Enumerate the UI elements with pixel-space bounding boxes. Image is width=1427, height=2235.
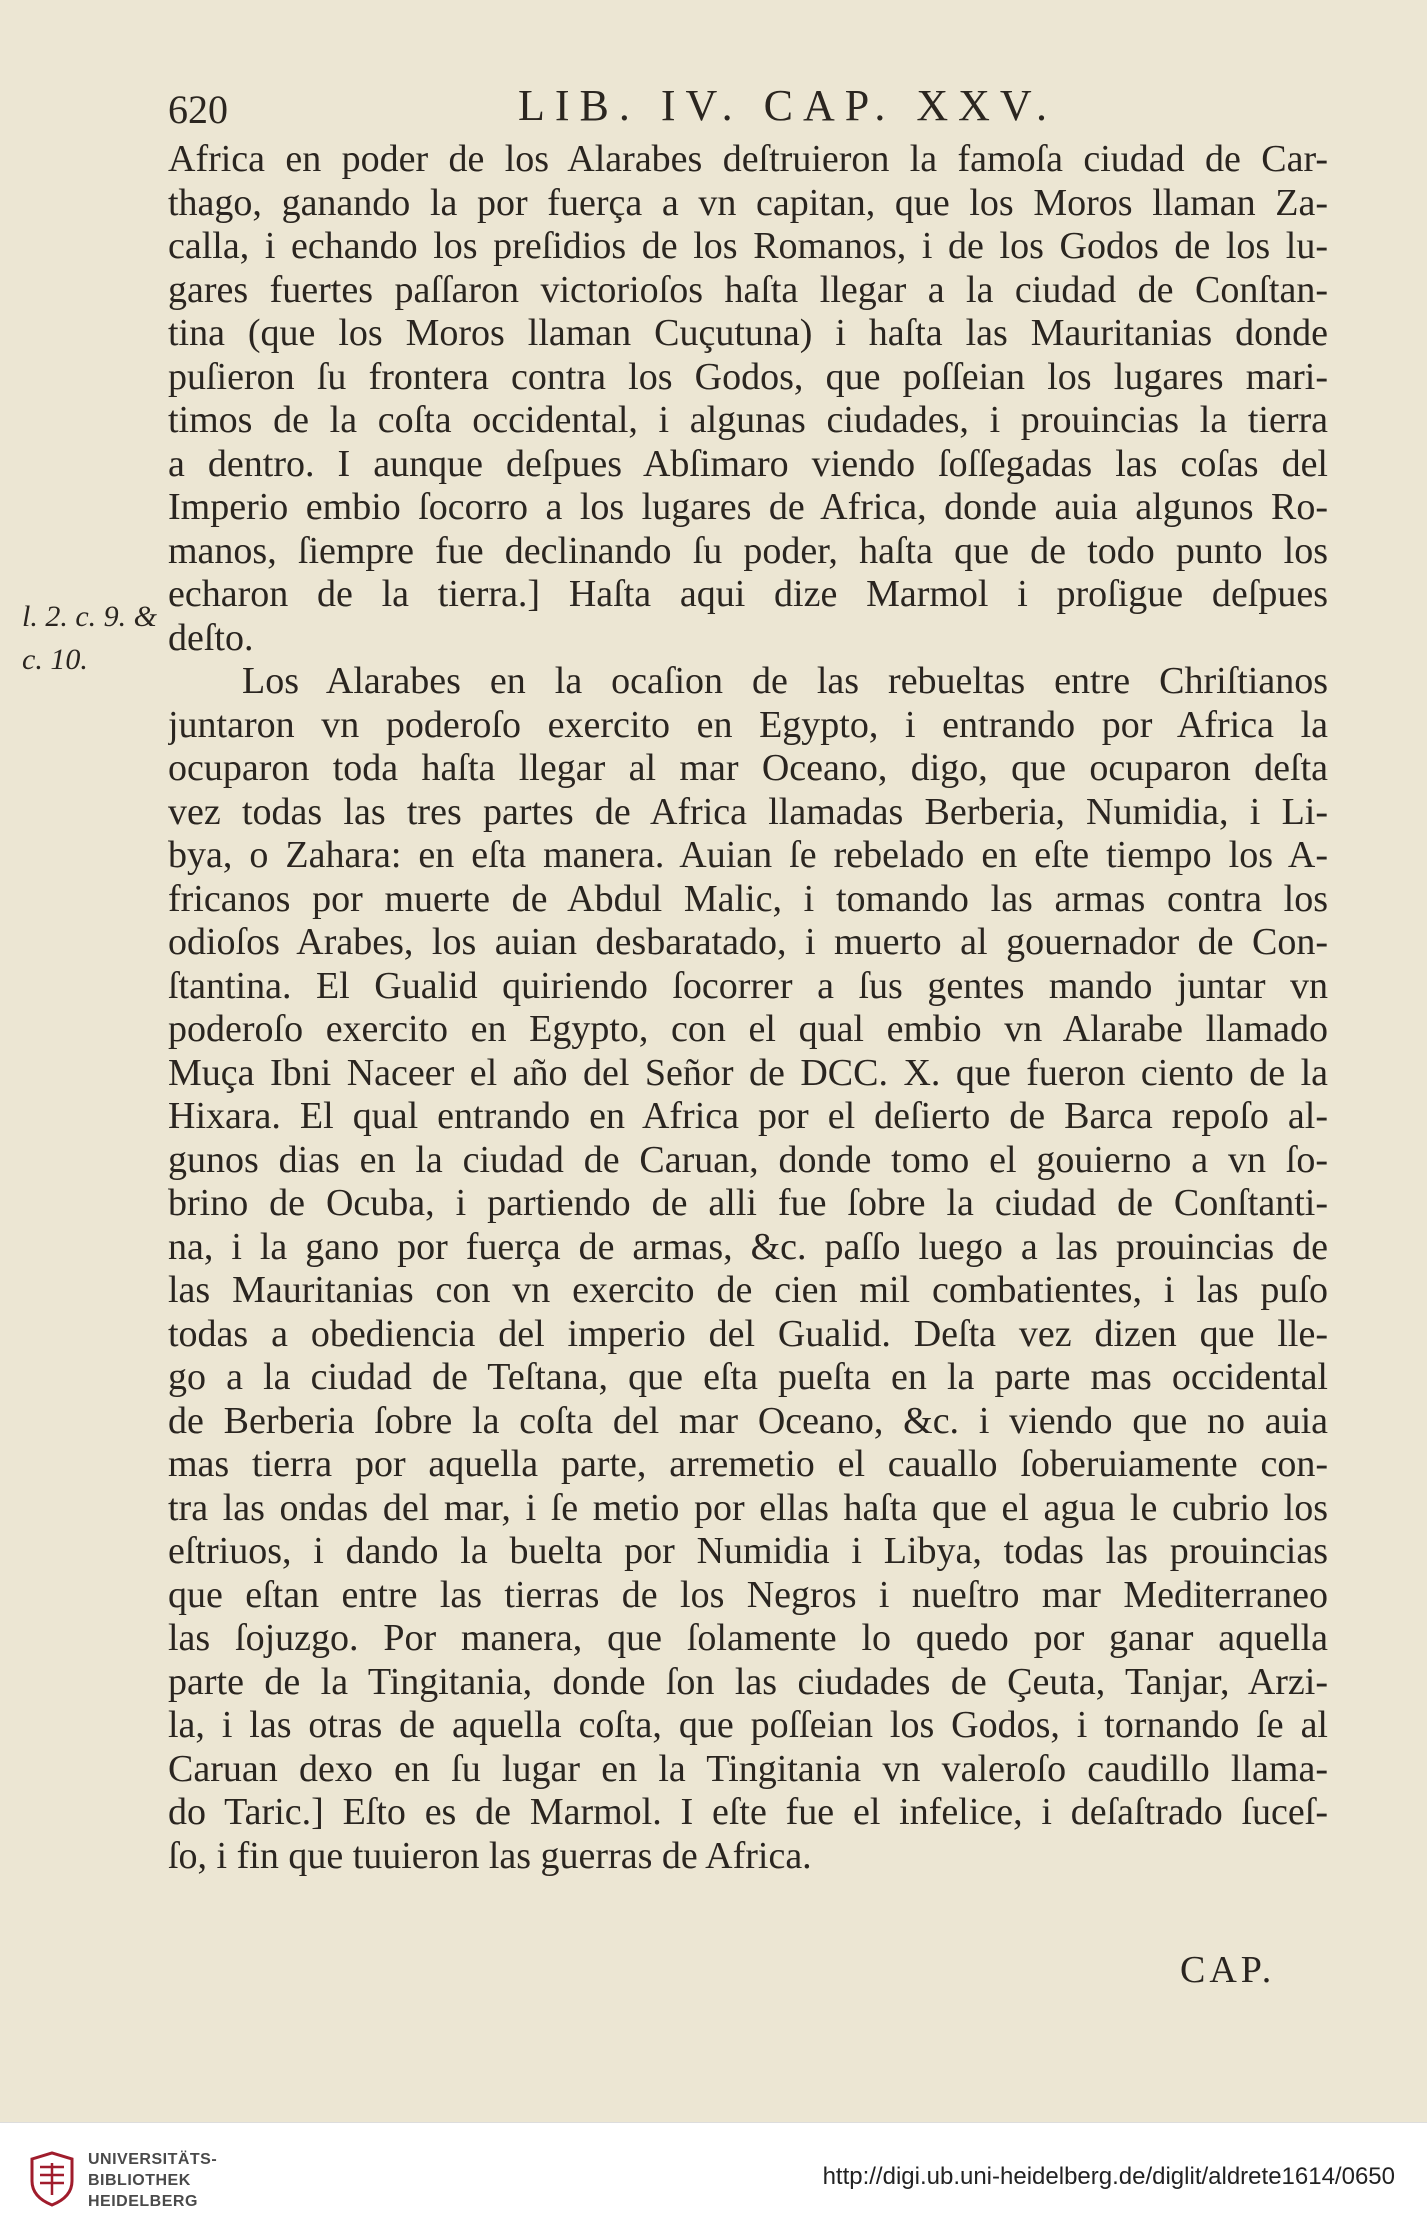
text-line: vez todas las tres partes de Africa llamadas Berberia, Numidia, i Li-	[168, 790, 1328, 833]
text-line: tra las ondas del mar, i ſe metio por ellas haſta que el agua le cubrio los	[168, 1486, 1328, 1529]
logo-line: HEIDELBERG	[88, 2193, 198, 2210]
text-line: gares fuertes paſſaron victorioſos haſta llegar a la ciudad de Conſtan-	[168, 268, 1328, 311]
text-line: calla, i echando los preſidios de los Romanos, i de los Godos de los lu-	[168, 225, 1328, 267]
text-line: echaron de la tierra.] Haſta aqui dize Marmol i proſigue deſpues	[168, 573, 1328, 615]
text-line: que eſtan entre las tierras de los Negros i nueſtro mar Mediterraneo	[168, 1573, 1328, 1616]
text-line: na, i la gano por fuerça de armas, &c. paſſo luego a las prouincias de	[168, 1225, 1328, 1268]
viewer-footer	[0, 2122, 1427, 2235]
text-line: las Mauritanias con vn exercito de cien mil combatientes, i las puſo	[168, 1269, 1328, 1311]
text-line: Los Alarabes en la ocaſion de las rebueltas entre Chriſtianos	[242, 660, 1328, 702]
text-line: Caruan dexo en ſu lugar en la Tingitania vn valeroſo caudillo llama-	[168, 1747, 1328, 1790]
page-number: 620	[168, 87, 228, 132]
text-line: thago, ganando la por fuerça a vn capitan, que los Moros llaman Za-	[168, 181, 1328, 224]
running-head: LIB. IV. CAP. XXV.	[518, 81, 1058, 130]
text-line: ocuparon toda haſta llegar al mar Oceano, digo, que ocuparon deſta	[168, 747, 1328, 789]
text-line: a dentro. I aunque deſpues Abſimaro viendo ſoſſegadas las coſas del	[168, 442, 1328, 485]
text-line: de Berberia ſobre la coſta del mar Oceano, &c. i viendo que no auia	[168, 1399, 1328, 1442]
text-line: poderoſo exercito en Egypto, con el qual embio vn Alarabe llamado	[168, 1008, 1328, 1050]
text-line: timos de la coſta occidental, i algunas ciudades, i prouincias la tierra	[168, 399, 1328, 441]
text-line: bya, o Zahara: en eſta manera. Auian ſe rebelado en eſte tiempo los A-	[168, 834, 1328, 876]
text-line: puſieron ſu frontera contra los Godos, que poſſeian los lugares mari-	[168, 355, 1328, 398]
text-line: las ſojuzgo. Por manera, que ſolamente lo quedo por ganar aquella	[168, 1617, 1328, 1659]
text-line: brino de Ocuba, i partiendo de alli fue ſobre la ciudad de Conſtanti-	[168, 1182, 1328, 1224]
text-line: manos, ſiempre fue declinando ſu poder, haſta que de todo punto los	[168, 529, 1328, 572]
permalink-url[interactable]: http://digi.ub.uni-heidelberg.de/diglit/aldrete1614/0650	[822, 2163, 1395, 2190]
text-line: ſo, i fin que tuuieron las guerras de Africa.	[168, 1834, 812, 1877]
university-seal-icon	[28, 2151, 76, 2207]
text-line: la, i las otras de aquella coſta, que poſſeian los Godos, i tornando ſe al	[168, 1704, 1328, 1746]
text-line: eſtriuos, i dando la buelta por Numidia i Libya, todas las prouincias	[168, 1530, 1328, 1572]
text-line: Imperio embio ſocorro a los lugares de Africa, donde auia algunos Ro-	[168, 486, 1328, 528]
page-header	[168, 80, 1398, 136]
text-line: go a la ciudad de Teſtana, que eſta pueſta en la parte mas occidental	[168, 1356, 1328, 1398]
text-line: Hixara. El qual entrando en Africa por el deſierto de Barca repoſo al-	[168, 1095, 1328, 1137]
logo-line: BIBLIOTHEK	[88, 2172, 191, 2189]
library-logo-text[interactable]	[88, 2149, 217, 2212]
text-line: todas a obediencia del imperio del Gualid. Deſta vez dizen que lle-	[168, 1312, 1328, 1355]
text-line: Muça Ibni Naceer el año del Señor de DCC. X. que fueron ciento de la	[168, 1051, 1328, 1094]
margin-note: c. 10.	[22, 643, 88, 676]
text-line: tina (que los Moros llaman Cuçutuna) i haſta las Mauritanias donde	[168, 312, 1328, 354]
text-line: juntaron vn poderoſo exercito en Egypto, i entrando por Africa la	[168, 703, 1328, 746]
text-line: ſtantina. El Gualid quiriendo ſocorrer a ſus gentes mando juntar vn	[168, 964, 1328, 1007]
text-line: Africa en poder de los Alarabes deſtruieron la famoſa ciudad de Car-	[168, 138, 1328, 180]
catchword: CAP.	[1180, 1949, 1276, 1991]
text-line: gunos dias en la ciudad de Caruan, donde tomo el gouierno a vn ſo-	[168, 1138, 1328, 1181]
text-line: do Taric.] Eſto es de Marmol. I eſte fue el infelice, i deſaſtrado ſuceſ-	[168, 1791, 1328, 1833]
margin-note: l. 2. c. 9. &	[22, 600, 157, 633]
text-line: deſto.	[168, 616, 254, 659]
text-line: fricanos por muerte de Abdul Malic, i tomando las armas contra los	[168, 877, 1328, 920]
logo-line: UNIVERSITÄTS-	[88, 2151, 218, 2168]
text-line: odioſos Arabes, los auian desbaratado, i muerto al gouernador de Con-	[168, 921, 1328, 963]
body-text	[168, 138, 1328, 1878]
text-line: parte de la Tingitania, donde ſon las ciudades de Çeuta, Tanjar, Arzi-	[168, 1660, 1328, 1703]
text-line: mas tierra por aquella parte, arremetio el cauallo ſoberuiamente con-	[168, 1443, 1328, 1485]
